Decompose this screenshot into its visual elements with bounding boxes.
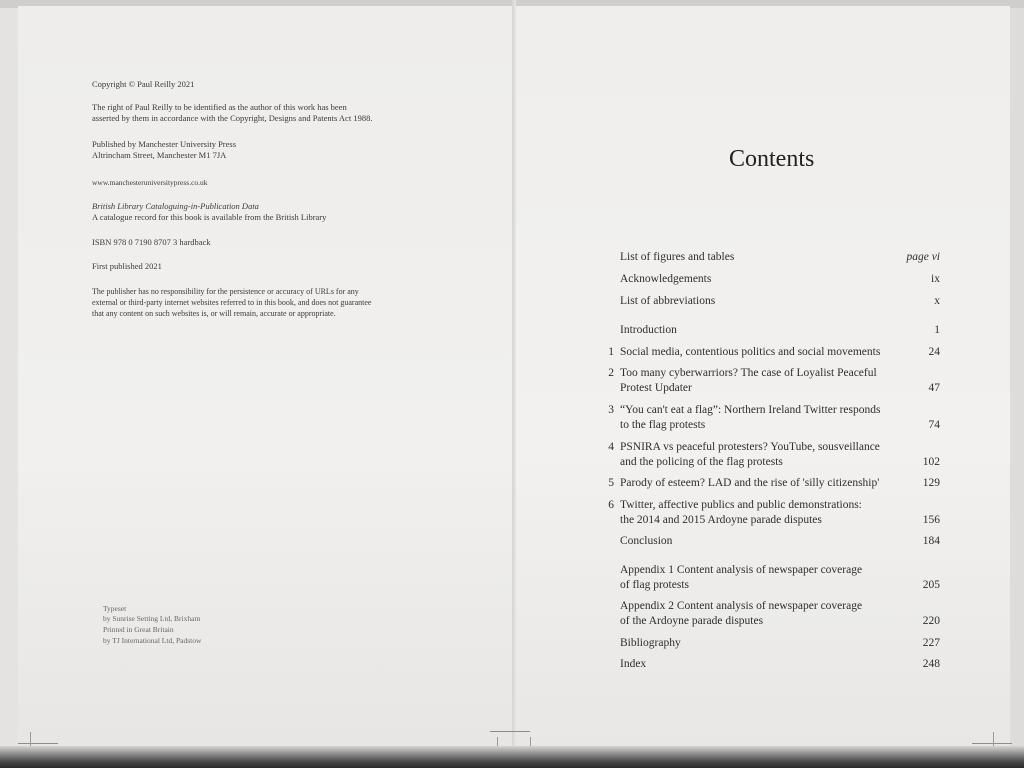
cataloguing-title: British Library Cataloguing-in-Publication Data: [92, 201, 259, 211]
first-published-line: First published 2021: [92, 261, 162, 271]
toc-entry-page: ix: [931, 273, 940, 285]
cataloguing-line: A catalogue record for this book is available from the British Library: [92, 212, 327, 222]
publisher-line-1: Published by Manchester University Press: [92, 139, 237, 149]
toc-entry-page: 1: [934, 324, 940, 336]
toc-entry-title: PSNIRA vs peaceful protesters? YouTube, sousveillance: [620, 441, 880, 453]
toc-entry-title-continued: Protest Updater: [620, 382, 692, 394]
printed-line-1: Printed in Great Britain: [103, 625, 174, 634]
toc-entry: [600, 599, 940, 629]
toc-entry-page: 205: [922, 579, 940, 591]
toc-entry-title: Bibliography: [620, 637, 681, 649]
toc-entry: [600, 403, 940, 433]
toc-entry-page: 24: [928, 346, 940, 358]
toc-entry-title: Too many cyberwarriors? The case of Loyalist Peaceful: [620, 367, 877, 379]
toc-entry-page: page vi: [906, 251, 940, 263]
monitor-bezel-bottom: [0, 746, 1024, 768]
isbn-line: ISBN 978 0 7190 8707 3 hardback: [92, 237, 211, 247]
crop-mark-bottom-center: [490, 731, 530, 732]
toc-entry-page: 102: [922, 456, 940, 468]
publisher-line-2: Altrincham Street, Manchester M1 7JA: [92, 150, 227, 160]
toc-entry-title-continued: the 2014 and 2015 Ardoyne parade disputes: [620, 514, 822, 526]
toc-entry-page: 220: [922, 615, 940, 627]
toc-entry-page: 129: [922, 477, 940, 489]
toc-entry-number: 1: [608, 346, 614, 358]
page-gutter: [512, 0, 516, 760]
toc-entry-page: 227: [922, 637, 940, 649]
toc-entry-page: 74: [928, 419, 940, 431]
toc-entry-title: Social media, contentious politics and social movements: [620, 346, 881, 358]
crop-mark-bottom-right: [972, 743, 1012, 744]
toc-entry-page: x: [934, 295, 940, 307]
rights-line-1: The right of Paul Reilly to be identified as the author of this work has been: [92, 102, 347, 112]
disclaimer-line-3: that any content on such websites is, or will remain, accurate or appropriate.: [92, 309, 336, 318]
toc-entry-title: List of abbreviations: [620, 295, 716, 307]
toc-entry: [600, 366, 940, 396]
contents-heading: Contents: [729, 146, 815, 172]
toc-entry-number: 3: [608, 404, 614, 416]
disclaimer-line-1: The publisher has no responsibility for the persistence or accuracy of URLs for any: [92, 287, 359, 296]
crop-mark-bottom-left: [18, 743, 58, 744]
copyright-line: Copyright © Paul Reilly 2021: [92, 79, 195, 89]
toc-entry-title: Acknowledgements: [620, 273, 712, 285]
toc-entry-page: 47: [928, 382, 940, 394]
disclaimer-line-2: external or third-party internet websites referred to in this book, and does not guarantee: [92, 298, 372, 307]
toc-entry: [600, 498, 940, 528]
toc-entry-page: 156: [922, 514, 940, 526]
toc-entry-page: 184: [922, 535, 940, 547]
toc-entry-title: Appendix 2 Content analysis of newspaper coverage: [620, 600, 863, 612]
rights-line-2: asserted by them in accordance with the Copyright, Designs and Patents Act 1988.: [92, 113, 373, 123]
toc-entry-page: 248: [922, 658, 940, 670]
toc-entry: [600, 440, 940, 470]
toc-entry-title: Appendix 1 Content analysis of newspaper coverage: [620, 564, 863, 576]
typeset-line-1: Typeset: [103, 604, 127, 613]
toc-entry-title: Parody of esteem? LAD and the rise of 'silly citizenship': [620, 477, 880, 489]
toc-entry-title: Introduction: [620, 324, 677, 336]
toc-entry-title: Index: [620, 658, 647, 670]
toc-entry-title: Twitter, affective publics and public demonstrations:: [620, 499, 862, 511]
toc-entry: [600, 563, 940, 593]
publisher-website: www.manchesteruniversitypress.co.uk: [92, 178, 208, 187]
toc-entry-title-continued: of flag protests: [620, 579, 689, 591]
toc-entry-number: 2: [608, 367, 614, 379]
toc-entry-number: 6: [608, 499, 614, 511]
toc-entry-title-continued: to the flag protests: [620, 419, 706, 431]
toc-entry-title-continued: of the Ardoyne parade disputes: [620, 615, 764, 627]
typeset-line-2: by Sunrise Setting Ltd, Brixham: [103, 614, 201, 623]
printed-line-2: by TJ International Ltd, Padstow: [103, 636, 202, 645]
toc-entry-title-continued: and the policing of the flag protests: [620, 456, 783, 468]
toc-entry-title: “You can't eat a flag”: Northern Ireland Twitter responds: [620, 404, 881, 416]
toc-entry-number: 5: [608, 477, 614, 489]
toc-entry-title: List of figures and tables: [620, 251, 735, 263]
toc-entry-title: Conclusion: [620, 535, 673, 547]
toc-entry-number: 4: [608, 441, 614, 453]
